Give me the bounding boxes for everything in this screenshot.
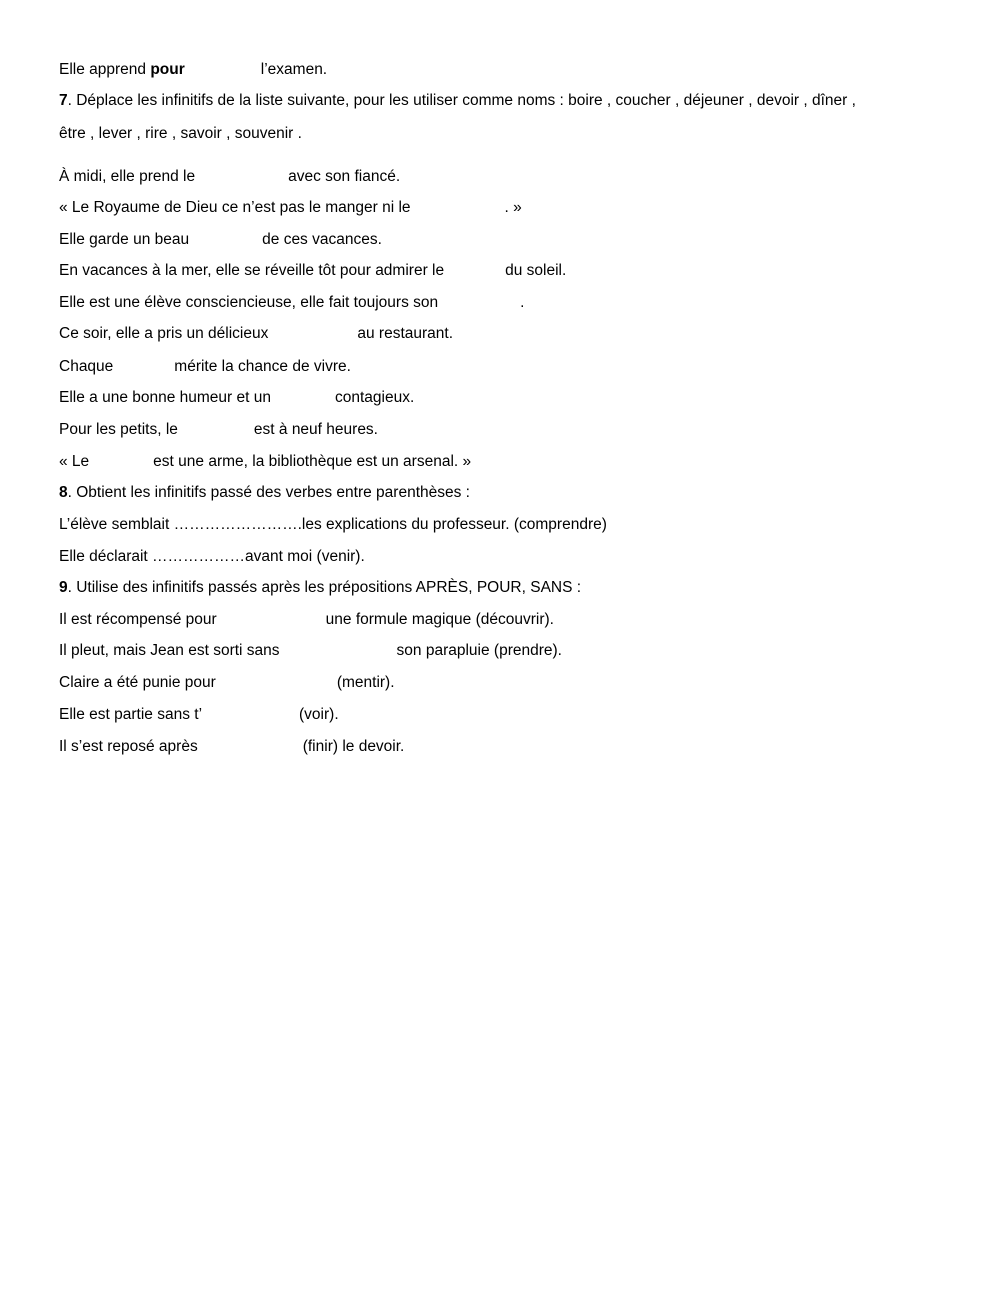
sentence-line [59,420,378,440]
sentence-end: est à neuf heures. [253,421,378,438]
sentence-start: « Le Royaume de Dieu ce n’est pas le manger ni le [59,199,411,216]
sentence-line [59,452,471,472]
sentence-line [59,673,395,693]
instruction-text: être , lever , rire , savoir , souvenir . [59,125,302,142]
sentence-line [59,167,400,187]
sentence-end: de ces vacances. [262,231,382,248]
sentence-start: Elle est une élève consciencieuse, elle fait toujours son [59,294,439,311]
sentence-end: (finir) le devoir. [302,738,405,755]
bold-word: pour [150,61,185,78]
sentence-start: Elle garde un beau [59,231,190,248]
sentence-start: À midi, elle prend le [59,168,196,185]
sentence-line [59,641,562,661]
sentence-line [59,705,339,725]
sentence-line [59,60,327,80]
sentence-end: . [520,294,525,311]
sentence-start: Ce soir, elle a pris un délicieux [59,325,269,342]
exercise-8-instruction [59,483,470,503]
sentence-text: L’élève semblait …………………….les explications du professeur. (comprendre) [59,516,607,533]
sentence-start: Elle est partie sans t’ [59,706,203,723]
exercise-9-instruction [59,578,581,598]
instruction-text: . Obtient les infinitifs passé des verbes entre parenthèses : [67,484,470,501]
instruction-text: . Utilise des infinitifs passés après les prépositions APRÈS, POUR, SANS : [67,579,582,596]
sentence-end: au restaurant. [357,325,454,342]
sentence-start: Il pleut, mais Jean est sorti sans [59,642,280,659]
sentence-end: mérite la chance de vivre. [174,358,351,375]
sentence-line [59,357,351,377]
sentence-end: est une arme, la bibliothèque est un arsenal. » [153,453,472,470]
exercise-number: 8 [59,484,68,501]
sentence-start: Elle apprend [59,61,151,78]
sentence-line [59,230,382,250]
sentence-line [59,293,524,313]
sentence-line [59,737,404,757]
sentence-line [59,610,554,630]
sentence-start: Elle a une bonne humeur et un [59,389,271,406]
sentence-line [59,388,414,408]
sentence-end: du soleil. [505,262,567,279]
sentence-start: Il s’est reposé après [59,738,198,755]
exercise-7-instruction [59,91,856,111]
exercise-7-word-list [59,124,302,144]
sentence-line [59,198,522,218]
sentence-end: (mentir). [336,674,395,691]
instruction-text: . Déplace les infinitifs de la liste suivante, pour les utiliser comme noms : boire , coucher , déjeuner , devoir , dîner , [67,92,856,109]
sentence-text: Elle déclarait ………………avant moi (venir). [59,548,365,565]
exercise-number: 7 [59,92,68,109]
sentence-end: l’examen. [260,61,328,78]
exercise-number: 9 [59,579,68,596]
sentence-line [59,547,365,567]
sentence-start: Chaque [59,358,114,375]
sentence-line [59,515,607,535]
sentence-start: « Le [59,453,90,470]
sentence-start: Pour les petits, le [59,421,178,438]
sentence-start: Claire a été punie pour [59,674,216,691]
sentence-line [59,261,566,281]
sentence-end: une formule magique (découvrir). [325,611,554,628]
sentence-end: son parapluie (prendre). [396,642,562,659]
sentence-end: avec son fiancé. [288,168,401,185]
sentence-start: En vacances à la mer, elle se réveille tôt pour admirer le [59,262,445,279]
sentence-line [59,324,453,344]
sentence-end: contagieux. [335,389,415,406]
sentence-start: Il est récompensé pour [59,611,217,628]
sentence-end: (voir). [299,706,339,723]
sentence-end: . » [504,199,522,216]
